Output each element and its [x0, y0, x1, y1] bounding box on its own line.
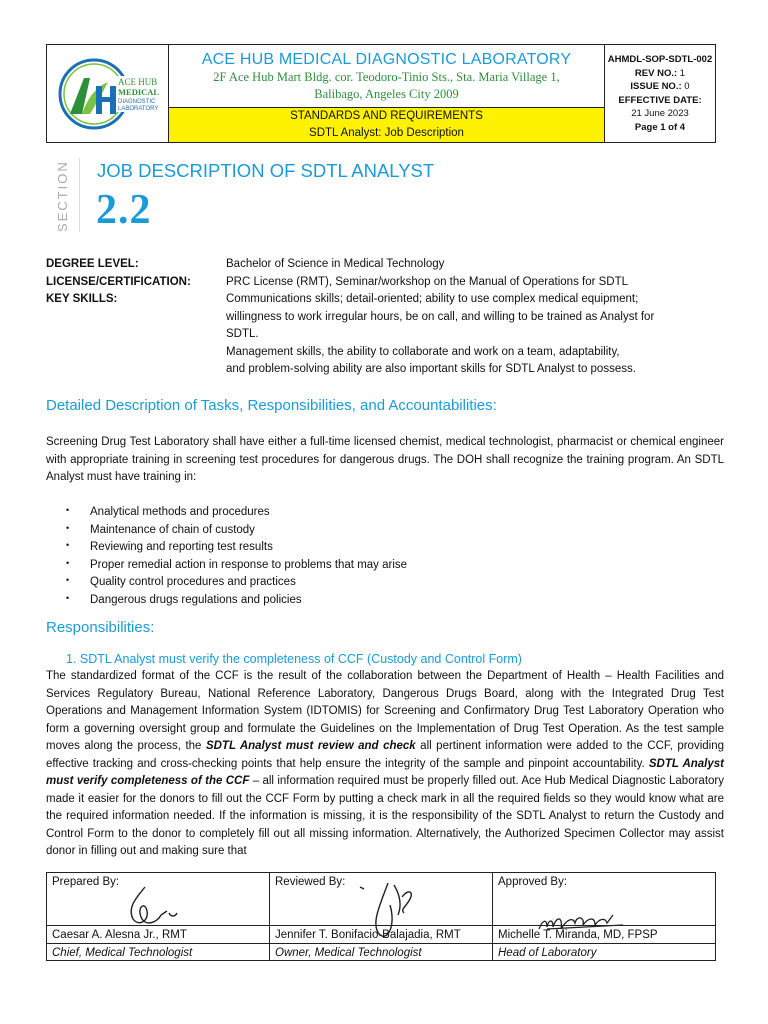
effective-value: 21 June 2023: [631, 108, 689, 119]
doc-code: AHMDL-SOP-SDTL-002: [607, 54, 713, 65]
section-number: 2.2: [96, 187, 152, 233]
approved-by-role: Head of Laboratory: [498, 947, 597, 959]
list-item: [66, 539, 407, 557]
definition-row: [46, 256, 726, 274]
prepared-by-label: Prepared By:: [52, 876, 120, 888]
skills-line: Management skills, the ability to collaborate and work on a team, adaptability,: [226, 345, 620, 358]
approved-by-cell: [493, 873, 715, 960]
logo-text-bot2: LABORATORY: [117, 105, 158, 112]
skills-line: Communications skills; detail-oriented; ability to use complex medical equipment;: [226, 293, 639, 305]
definition-row: [46, 291, 726, 379]
section-divider: [79, 158, 80, 232]
paragraph-text: – all information required must be properly filled out. Ace Hub Medical Diagnostic Laboratory made it easier for the donors to fill out the CCF Form by putting a check mark in all the required fields so they would know what are the required information needed. If the information is missing, it is the responsibility of the SDTL Analyst to return the Custody and Control Form to the donor to completely fill out all missing information. Alternatively, the Authorized Specimen Collector may assist donor in filling out and making sure that: [46, 775, 724, 857]
list-item-text: Analytical methods and procedures: [90, 506, 270, 518]
definition-row: [46, 274, 726, 292]
list-item: [66, 574, 407, 592]
prepared-by-role: Chief, Medical Technologist: [52, 947, 193, 959]
bullet-icon: •: [66, 505, 70, 515]
address-line-2: Balibago, Angeles City 2009: [314, 87, 459, 101]
logo-text-top: ACE HUB: [117, 76, 157, 87]
skills-label: KEY SKILLS:: [46, 293, 118, 305]
skills-line: willingness to work irregular hours, be on call, and willing to be trained as Analyst for: [226, 310, 655, 323]
band-line-2: SDTL Analyst: Job Description: [309, 127, 464, 139]
license-value: PRC License (RMT), Seminar/workshop on the Manual of Operations for SDTL: [226, 275, 629, 288]
prepared-by-name: Caesar A. Alesna Jr., RMT: [47, 925, 269, 944]
bullet-icon: •: [66, 575, 70, 585]
emphasis-text: SDTL Analyst must verify completeness of the CCF: [46, 757, 724, 787]
detailed-description-heading: Detailed Description of Tasks, Responsibilities, and Accountabilities:: [46, 397, 497, 414]
page-indicator: Page 1 of 4: [634, 121, 686, 133]
paragraph-text: all pertinent information were added to the CCF, providing effective tracking and cross-checking points that help ensure the integrity of the sample and pinpoint accountability.: [46, 740, 725, 770]
bullet-icon: •: [66, 522, 70, 533]
list-item: [66, 592, 407, 610]
list-item-text: Reviewing and reporting test results: [90, 541, 273, 553]
list-item-text: Maintenance of chain of custody: [90, 523, 255, 536]
logo-text-bot1: DIAGNOSTIC: [117, 98, 155, 105]
bullet-icon: •: [66, 557, 70, 568]
rev-value: 1: [679, 67, 686, 79]
list-item: [66, 522, 407, 540]
document-control-cell: [605, 45, 715, 142]
list-item: [66, 504, 407, 522]
org-name: ACE HUB MEDICAL DIAGNOSTIC LABORATORY: [201, 51, 572, 68]
effective-label: EFFECTIVE DATE:: [618, 94, 702, 106]
skills-line: SDTL.: [226, 328, 259, 340]
rev-label: REV NO.:: [634, 67, 678, 79]
reviewed-by-name: Jennifer T. Bonifacio-Balajadia, RMT: [270, 925, 492, 944]
bullet-icon: •: [66, 592, 70, 603]
signature-table: [46, 872, 716, 961]
ace-hub-logo: [56, 56, 160, 132]
reviewed-by-cell: [270, 873, 493, 960]
issue-label: ISSUE NO.:: [630, 81, 682, 92]
degree-value: Bachelor of Science in Medical Technology: [226, 258, 445, 270]
reviewed-by-label: Reviewed By:: [275, 876, 346, 888]
training-list: [66, 504, 407, 609]
emphasis-text: SDTL Analyst must review and check: [205, 740, 416, 752]
approved-by-name: Michelle T. Miranda, MD, FPSP: [493, 925, 715, 944]
intro-paragraph: Screening Drug Test Laboratory shall have either a full-time licensed chemist, medical technologist, pharmacist or chemical engineer with appropriate training in screening test procedures for dangerous drugs. The DOH shall recognize the training program. An SDTL Analyst must have training in:: [46, 436, 724, 483]
job-definitions: [46, 256, 726, 379]
document-header: [46, 44, 716, 143]
issue-value: 0: [684, 81, 690, 92]
skills-line: and problem-solving ability are also important skills for SDTL Analyst to possess.: [226, 363, 636, 375]
responsibility-paragraph: [46, 668, 724, 861]
standards-band: [169, 107, 604, 142]
list-item-text: Quality control procedures and practices: [90, 576, 296, 588]
band-line-1: STANDARDS AND REQUIREMENTS: [290, 110, 483, 122]
section-label: SECTION: [55, 160, 70, 232]
approved-by-label: Approved By:: [498, 876, 568, 888]
degree-label: DEGREE LEVEL:: [46, 258, 139, 270]
logo-text-mid: MEDICAL: [117, 86, 159, 97]
header-title-cell: [169, 45, 605, 142]
reviewed-by-role: Owner, Medical Technologist: [275, 947, 422, 959]
responsibilities-heading: Responsibilities:: [46, 619, 155, 636]
list-item-text: Proper remedial action in response to problems that may arise: [90, 558, 408, 571]
prepared-by-cell: [47, 873, 270, 960]
logo-cell: [47, 45, 169, 142]
bullet-icon: •: [66, 540, 70, 550]
list-item: [66, 557, 407, 575]
address-line-1: 2F Ace Hub Mart Bldg. cor. Teodoro-Tinio Sts., Sta. Maria Village 1,: [213, 70, 560, 84]
list-item-text: Dangerous drugs regulations and policies: [90, 593, 302, 606]
paragraph-text: The standardized format of the CCF is the result of the collaboration between the Department of Health – Health Facilities and Services Regulatory Bureau, National Reference Laboratory, Dangerous Drugs Board, along with the Integrated Drug Test Operations and Management Information System (IDTOMIS) for Screening and Confirmatory Drug Test Laboratory Operation who form a governing oversight group and formulate the Guidelines on the Implementation of Drug Test Operation. As the test sample moves along the process, the: [46, 670, 724, 752]
page-title: JOB DESCRIPTION OF SDTL ANALYST: [97, 160, 435, 181]
responsibility-item-1: 1. SDTL Analyst must verify the completeness of CCF (Custody and Control Form): [66, 652, 522, 666]
license-label: LICENSE/CERTIFICATION:: [46, 275, 191, 288]
